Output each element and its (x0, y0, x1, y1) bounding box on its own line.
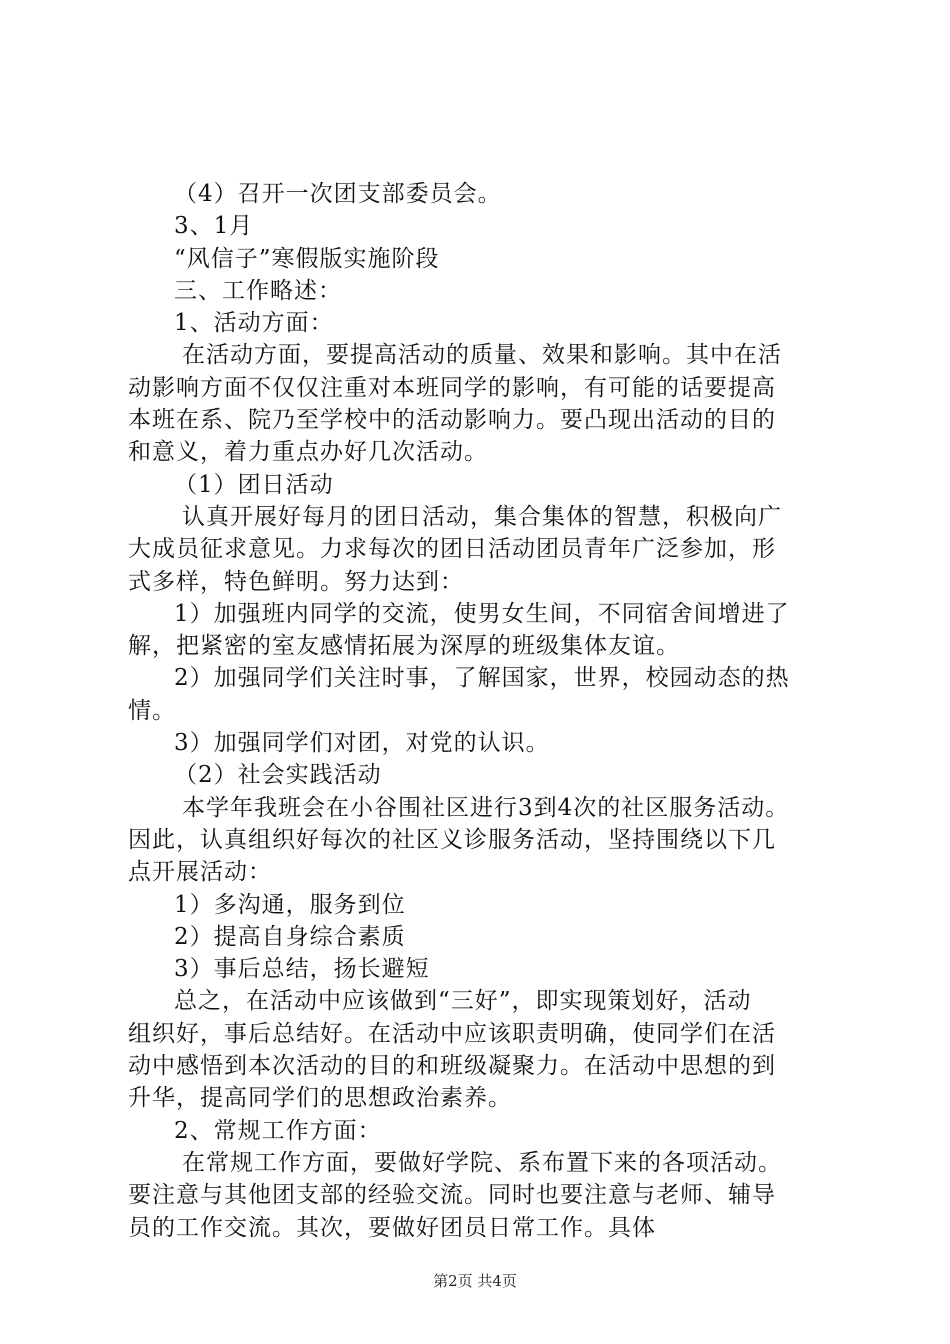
subsection-heading: （1）团日活动 (174, 471, 334, 498)
paragraph-line: 组织好，事后总结好。在活动中应该职责明确，使同学们在活 (128, 1020, 776, 1047)
page-number-label: 第2页 共4页 (433, 1272, 517, 1290)
paragraph-line: 解，把紧密的室友感情拓展为深厚的班级集体友谊。 (128, 633, 680, 660)
paragraph-line: 总之，在活动中应该做到“三好”，即实现策划好，活动 (174, 988, 752, 1015)
subsection-heading: （2）社会实践活动 (174, 762, 382, 789)
paragraph-line: 点开展活动： (128, 859, 272, 886)
paragraph-line: 式多样，特色鲜明。努力达到： (128, 568, 464, 595)
paragraph-line: 本班在系、院乃至学校中的活动影响力。要凸现出活动的目的 (128, 407, 776, 434)
list-item: 1）多沟通，服务到位 (174, 891, 406, 918)
subsection-heading: 1、活动方面： (174, 310, 334, 337)
paragraph-line: 要注意与其他团支部的经验交流。同时也要注意与老师、辅导 (128, 1182, 776, 1209)
subsection-heading: 2、常规工作方面： (174, 1117, 382, 1144)
paragraph-line: 1）加强班内同学的交流，使男女生间，不同宿舍间增进了 (174, 600, 790, 627)
paragraph-line: 情。 (128, 697, 176, 724)
paragraph-line: 动中感悟到本次活动的目的和班级凝聚力。在活动中思想的到 (128, 1053, 776, 1080)
paragraph-line: 本学年我班会在小谷围社区进行3到4次的社区服务活动。 (182, 794, 790, 821)
section-heading: 三、工作略述： (174, 277, 342, 304)
paragraph-line: 因此，认真组织好每次的社区义诊服务活动，坚持围绕以下几 (128, 826, 776, 853)
paragraph-line: 动影响方面不仅仅注重对本班同学的影响，有可能的话要提高 (128, 374, 776, 401)
page-footer (0, 1271, 950, 1291)
paragraph-line: 升华，提高同学们的思想政治素养。 (128, 1085, 512, 1112)
text-line: （4）召开一次团支部委员会。 (174, 181, 502, 207)
paragraph-line: 在活动方面，要提高活动的质量、效果和影响。其中在活 (182, 342, 782, 369)
document-body (128, 178, 836, 1244)
list-item: 3）事后总结，扬长避短 (174, 956, 430, 983)
paragraph-line: 认真开展好每月的团日活动，集合集体的智慧，积极向广 (182, 503, 782, 530)
paragraph-line: 大成员征求意见。力求每次的团日活动团员青年广泛参加，形 (128, 536, 776, 563)
list-item: 2）提高自身综合素质 (174, 923, 406, 950)
text-line: “风信子”寒假版实施阶段 (174, 245, 440, 272)
text-line: 3、1月 (174, 213, 254, 240)
paragraph-line: 和意义，着力重点办好几次活动。 (128, 439, 488, 466)
paragraph-line: 在常规工作方面，要做好学院、系布置下来的各项活动。 (182, 1149, 782, 1176)
paragraph-line: 员的工作交流。其次，要做好团员日常工作。具体 (128, 1214, 656, 1241)
paragraph-line: 3）加强同学们对团，对党的认识。 (174, 730, 550, 757)
paragraph-line: 2）加强同学们关注时事，了解国家，世界，校园动态的热 (174, 665, 790, 692)
